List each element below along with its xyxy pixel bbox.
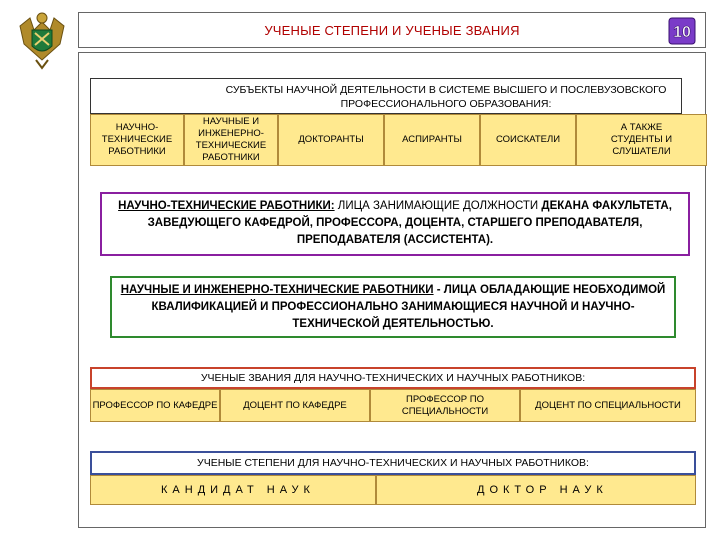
emblem-icon — [14, 8, 70, 70]
page-title: УЧЕНЫЕ СТЕПЕНИ И УЧЕНЫЕ ЗВАНИЯ — [264, 23, 520, 38]
definition-technical-text: ДЕКАНА ФАКУЛЬТЕТА, ЗАВЕДУЮЩЕГО КАФЕДРОЙ, ПРОФЕССОРА, ДОЦЕНТА, СТАРШЕГО ПРЕПОДАВАТЕЛЯ, ПРЕПОДАВАТЕЛЯ (АССИСТЕНТА). — [147, 200, 672, 246]
subjects-header: СУБЪЕКТЫ НАУЧНОЙ ДЕЯТЕЛЬНОСТИ В СИСТЕМЕ ВЫСШЕГО И ПОСЛЕВУЗОВСКОГО ПРОФЕССИОНАЛЬНОГО ОБРАЗОВАНИЯ: — [90, 78, 682, 114]
subject-engineering: НАУЧНЫЕ И ИНЖЕНЕРНО-ТЕХНИЧЕСКИЕ РАБОТНИКИ — [184, 114, 278, 166]
definition-technical-term: НАУЧНО-ТЕХНИЧЕСКИЕ РАБОТНИКИ: — [118, 200, 335, 212]
titles-row — [90, 389, 696, 422]
page-number: 10 — [673, 24, 691, 41]
definition-engineering — [110, 276, 676, 338]
title-docent-department: ДОЦЕНТ ПО КАФЕДРЕ — [220, 389, 370, 422]
degree-candidate: КАНДИДАТ НАУК — [90, 475, 376, 505]
subject-postgraduate: АСПИРАНТЫ — [384, 114, 480, 166]
page-number-badge — [667, 16, 697, 46]
subject-students: А ТАКЖЕ СТУДЕНТЫ И СЛУШАТЕЛИ — [576, 114, 707, 166]
definition-engineering-text: - ЛИЦА ОБЛАДАЮЩИЕ НЕОБХОДИМОЙ КВАЛИФИКАЦИЕЙ И ПРОФЕССИОНАЛЬНО ЗАНИМАЮЩИЕСЯ НАУЧНОЙ И НАУЧНО-ТЕХНИЧЕСКОЙ ДЕЯТЕЛЬНОСТЬЮ. — [151, 284, 666, 330]
title-professor-department: ПРОФЕССОР ПО КАФЕДРЕ — [90, 389, 220, 422]
title-docent-specialty: ДОЦЕНТ ПО СПЕЦИАЛЬНОСТИ — [520, 389, 696, 422]
definition-technical — [100, 192, 690, 256]
degrees-header: УЧЕНЫЕ СТЕПЕНИ ДЛЯ НАУЧНО-ТЕХНИЧЕСКИХ И НАУЧНЫХ РАБОТНИКОВ: — [90, 451, 696, 475]
subject-technical: НАУЧНО-ТЕХНИЧЕСКИЕ РАБОТНИКИ — [90, 114, 184, 166]
title-bar — [78, 12, 706, 48]
subjects-row — [90, 114, 707, 166]
degree-doctor: ДОКТОР НАУК — [376, 475, 696, 505]
degrees-row — [90, 475, 696, 505]
definition-technical-lead: ЛИЦА ЗАНИМАЮЩИЕ ДОЛЖНОСТИ — [334, 200, 542, 212]
definition-engineering-term: НАУЧНЫЕ И ИНЖЕНЕРНО-ТЕХНИЧЕСКИЕ РАБОТНИКИ — [120, 284, 434, 296]
subject-doctoral: ДОКТОРАНТЫ — [278, 114, 384, 166]
subject-applicants: СОИСКАТЕЛИ — [480, 114, 576, 166]
title-professor-specialty: ПРОФЕССОР ПО СПЕЦИАЛЬНОСТИ — [370, 389, 520, 422]
titles-header: УЧЕНЫЕ ЗВАНИЯ ДЛЯ НАУЧНО-ТЕХНИЧЕСКИХ И НАУЧНЫХ РАБОТНИКОВ: — [90, 367, 696, 389]
